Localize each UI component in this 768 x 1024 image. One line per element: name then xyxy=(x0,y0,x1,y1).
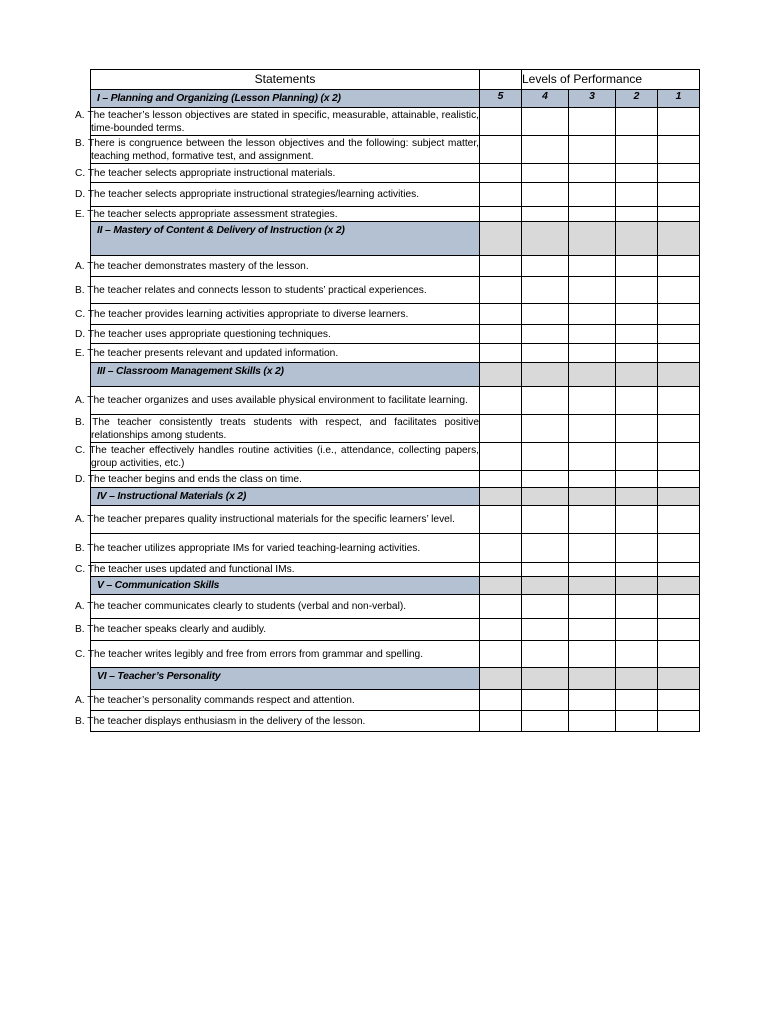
rating-cell-level-3[interactable] xyxy=(569,711,616,732)
rating-cell-level-3[interactable] xyxy=(569,641,616,668)
header-blank-cell xyxy=(480,70,522,90)
section-rating-cell xyxy=(658,222,700,256)
statement-text: A. The teacher communicates clearly to students (verbal and non-verbal). xyxy=(91,595,480,619)
rating-cell-level-3[interactable] xyxy=(569,563,616,577)
statement-row xyxy=(91,164,700,183)
rating-cell-level-3[interactable] xyxy=(569,619,616,641)
section-rating-cell xyxy=(569,668,616,690)
rating-cell-level-4[interactable] xyxy=(522,325,569,344)
rating-cell-level-2[interactable] xyxy=(616,136,658,164)
rating-cell-level-3[interactable] xyxy=(569,534,616,563)
section-rating-cell xyxy=(569,577,616,595)
rating-cell-level-5[interactable] xyxy=(480,711,522,732)
rating-cell-level-2[interactable] xyxy=(616,304,658,325)
statement-row xyxy=(91,471,700,488)
section-title: III – Classroom Management Skills (x 2) xyxy=(91,363,480,387)
section-row xyxy=(91,488,700,506)
section-rating-cell xyxy=(522,577,569,595)
section-title: V – Communication Skills xyxy=(91,577,480,595)
rating-cell-level-5[interactable] xyxy=(480,108,522,136)
performance-rating-table xyxy=(75,69,700,732)
rating-cell-level-1[interactable] xyxy=(658,534,700,563)
section-title: IV – Instructional Materials (x 2) xyxy=(91,488,480,506)
rating-cell-level-5[interactable] xyxy=(480,595,522,619)
rating-cell-level-2[interactable] xyxy=(616,207,658,222)
rating-cell-level-2[interactable] xyxy=(616,534,658,563)
rating-cell-level-5[interactable] xyxy=(480,164,522,183)
statement-row xyxy=(91,506,700,534)
rating-cell-level-4[interactable] xyxy=(522,641,569,668)
rating-cell-level-2[interactable] xyxy=(616,506,658,534)
rating-cell-level-2[interactable] xyxy=(616,256,658,277)
rating-cell-level-4[interactable] xyxy=(522,563,569,577)
rating-cell-level-1[interactable] xyxy=(658,711,700,732)
rating-cell-level-2[interactable] xyxy=(616,595,658,619)
section-rating-cell xyxy=(658,668,700,690)
section-rating-cell xyxy=(480,222,522,256)
rating-cell-level-5[interactable] xyxy=(480,387,522,415)
statement-text: C. The teacher uses updated and functional IMs. xyxy=(91,563,480,577)
statement-text: C. The teacher writes legibly and free from errors from grammar and spelling. xyxy=(91,641,480,668)
statement-row xyxy=(91,108,700,136)
rating-cell-level-4[interactable] xyxy=(522,344,569,363)
rating-cell-level-3[interactable] xyxy=(569,415,616,443)
section-rating-cell xyxy=(569,363,616,387)
section-rating-cell xyxy=(522,222,569,256)
statement-row xyxy=(91,207,700,222)
rating-cell-level-4[interactable] xyxy=(522,415,569,443)
section-rating-cell xyxy=(480,363,522,387)
rating-cell-level-4[interactable] xyxy=(522,108,569,136)
rating-cell-level-1[interactable] xyxy=(658,595,700,619)
section-rating-cell xyxy=(522,363,569,387)
rating-cell-level-4[interactable] xyxy=(522,506,569,534)
statement-row xyxy=(91,325,700,344)
rating-cell-level-1[interactable] xyxy=(658,506,700,534)
rating-cell-level-2[interactable] xyxy=(616,443,658,471)
rating-cell-level-2[interactable] xyxy=(616,641,658,668)
section-title: VI – Teacher’s Personality xyxy=(91,668,480,690)
rating-cell-level-4[interactable] xyxy=(522,595,569,619)
rating-cell-level-4[interactable] xyxy=(522,471,569,488)
rating-cell-level-2[interactable] xyxy=(616,415,658,443)
section-rating-cell xyxy=(616,668,658,690)
rating-cell-level-3[interactable] xyxy=(569,690,616,711)
rating-cell-level-1[interactable] xyxy=(658,108,700,136)
rating-cell-level-3[interactable] xyxy=(569,471,616,488)
rating-cell-level-4[interactable] xyxy=(522,277,569,304)
section-rating-cell xyxy=(658,488,700,506)
rating-cell-level-5[interactable] xyxy=(480,690,522,711)
section-rating-cell xyxy=(480,577,522,595)
rating-cell-level-5[interactable] xyxy=(480,563,522,577)
statement-row xyxy=(91,443,700,471)
rating-cell-level-4[interactable] xyxy=(522,164,569,183)
section-rating-cell xyxy=(480,488,522,506)
statement-text: B. There is congruence between the lesson objectives and the following: subject matter, teaching method, formative test, and assignment. xyxy=(75,137,479,162)
rating-cell-level-4[interactable] xyxy=(522,711,569,732)
statement-text: D. The teacher begins and ends the class on time. xyxy=(91,471,480,488)
statement-row xyxy=(91,595,700,619)
statement-text: C. The teacher selects appropriate instructional materials. xyxy=(91,164,480,183)
rating-cell-level-5[interactable] xyxy=(480,506,522,534)
rating-cell-level-5[interactable] xyxy=(480,256,522,277)
statement-row xyxy=(91,136,700,164)
level-label: 4 xyxy=(522,90,569,108)
rating-cell-level-5[interactable] xyxy=(480,325,522,344)
statement-row xyxy=(91,304,700,325)
rating-cell-level-5[interactable] xyxy=(480,277,522,304)
rating-cell-level-1[interactable] xyxy=(658,183,700,207)
rating-cell-level-4[interactable] xyxy=(522,443,569,471)
rating-cell-level-5[interactable] xyxy=(480,534,522,563)
statement-text: C. The teacher provides learning activities appropriate to diverse learners. xyxy=(91,304,480,325)
rating-cell-level-5[interactable] xyxy=(480,304,522,325)
rating-cell-level-1[interactable] xyxy=(658,207,700,222)
rating-cell-level-3[interactable] xyxy=(569,325,616,344)
section-row xyxy=(91,668,700,690)
rating-cell-level-5[interactable] xyxy=(480,415,522,443)
section-row xyxy=(91,363,700,387)
statement-text: E. The teacher presents relevant and updated information. xyxy=(91,344,480,363)
rating-cell-level-2[interactable] xyxy=(616,387,658,415)
level-label: 1 xyxy=(658,90,700,108)
rating-cell-level-3[interactable] xyxy=(569,443,616,471)
statement-text: B. The teacher utilizes appropriate IMs for varied teaching-learning activities. xyxy=(91,534,480,563)
rating-cell-level-1[interactable] xyxy=(658,443,700,471)
rating-cell-level-3[interactable] xyxy=(569,136,616,164)
rating-cell-level-3[interactable] xyxy=(569,164,616,183)
rating-cell-level-4[interactable] xyxy=(522,207,569,222)
section-title: I – Planning and Organizing (Lesson Planning) (x 2) xyxy=(91,90,480,108)
rating-cell-level-5[interactable] xyxy=(480,619,522,641)
section-rating-cell xyxy=(658,577,700,595)
rating-cell-level-3[interactable] xyxy=(569,183,616,207)
rating-cell-level-5[interactable] xyxy=(480,344,522,363)
rating-cell-level-2[interactable] xyxy=(616,183,658,207)
rating-cell-level-5[interactable] xyxy=(480,443,522,471)
rating-cell-level-1[interactable] xyxy=(658,387,700,415)
rating-cell-level-4[interactable] xyxy=(522,183,569,207)
section-row xyxy=(91,577,700,595)
rating-cell-level-2[interactable] xyxy=(616,563,658,577)
rating-cell-level-2[interactable] xyxy=(616,277,658,304)
rating-cell-level-1[interactable] xyxy=(658,415,700,443)
rating-cell-level-3[interactable] xyxy=(569,207,616,222)
statement-text: A. The teacher prepares quality instructional materials for the specific learners’ level. xyxy=(91,506,480,534)
statement-text: B. The teacher displays enthusiasm in the delivery of the lesson. xyxy=(91,711,480,732)
rating-cell-level-3[interactable] xyxy=(569,595,616,619)
statement-text: A. The teacher’s personality commands respect and attention. xyxy=(91,690,480,711)
rating-cell-level-5[interactable] xyxy=(480,136,522,164)
rating-cell-level-3[interactable] xyxy=(569,277,616,304)
rating-cell-level-3[interactable] xyxy=(569,506,616,534)
statement-row xyxy=(91,256,700,277)
level-label: 3 xyxy=(569,90,616,108)
rating-cell-level-1[interactable] xyxy=(658,256,700,277)
rating-cell-level-5[interactable] xyxy=(480,207,522,222)
rating-cell-level-1[interactable] xyxy=(658,164,700,183)
level-label: 5 xyxy=(480,90,522,108)
rating-cell-level-4[interactable] xyxy=(522,304,569,325)
rating-cell-level-5[interactable] xyxy=(480,183,522,207)
rating-cell-level-1[interactable] xyxy=(658,277,700,304)
section-rating-cell xyxy=(616,488,658,506)
rating-cell-level-3[interactable] xyxy=(569,304,616,325)
section-rating-cell xyxy=(658,363,700,387)
section-title: II – Mastery of Content & Delivery of Instruction (x 2) xyxy=(91,222,480,256)
level-label: 2 xyxy=(616,90,658,108)
rating-cell-level-2[interactable] xyxy=(616,471,658,488)
rating-cell-level-4[interactable] xyxy=(522,136,569,164)
statement-row xyxy=(91,711,700,732)
rating-cell-level-3[interactable] xyxy=(569,344,616,363)
statement-row xyxy=(91,344,700,363)
section-rating-cell xyxy=(616,363,658,387)
rubric-body xyxy=(75,90,700,732)
statement-text: A. The teacher organizes and uses available physical environment to facilitate learning. xyxy=(91,387,480,415)
statement-text: A. The teacher demonstrates mastery of the lesson. xyxy=(91,256,480,277)
rating-cell-level-1[interactable] xyxy=(658,136,700,164)
rating-cell-level-3[interactable] xyxy=(569,108,616,136)
statement-row xyxy=(91,183,700,207)
statements-header: Statements xyxy=(91,70,480,90)
statement-row xyxy=(91,387,700,415)
section-rating-cell xyxy=(569,488,616,506)
rating-cell-level-4[interactable] xyxy=(522,619,569,641)
rating-cell-level-2[interactable] xyxy=(616,619,658,641)
statement-text: B. The teacher consistently treats students with respect, and facilitates positive relationships among students. xyxy=(75,416,479,441)
rating-cell-level-2[interactable] xyxy=(616,711,658,732)
rating-cell-level-2[interactable] xyxy=(616,108,658,136)
section-rating-cell xyxy=(616,222,658,256)
rating-cell-level-1[interactable] xyxy=(658,325,700,344)
rating-cell-level-2[interactable] xyxy=(616,164,658,183)
section-row xyxy=(91,222,700,256)
rating-cell-level-3[interactable] xyxy=(569,256,616,277)
statement-text: C. The teacher effectively handles routine activities (i.e., attendance, collecting papers, group activities, etc.) xyxy=(75,444,479,469)
rating-cell-level-2[interactable] xyxy=(616,325,658,344)
statement-text: B. The teacher relates and connects lesson to students’ practical experiences. xyxy=(91,277,480,304)
section-rating-cell xyxy=(522,668,569,690)
rating-cell-level-4[interactable] xyxy=(522,534,569,563)
rating-cell-level-1[interactable] xyxy=(658,641,700,668)
section-row xyxy=(91,90,700,108)
rating-cell-level-1[interactable] xyxy=(658,304,700,325)
evaluation-form xyxy=(75,69,700,732)
rating-cell-level-1[interactable] xyxy=(658,690,700,711)
rating-cell-level-5[interactable] xyxy=(480,471,522,488)
levels-of-performance-header: Levels of Performance xyxy=(522,70,700,90)
section-rating-cell xyxy=(616,577,658,595)
statement-row xyxy=(91,619,700,641)
statement-text: D. The teacher uses appropriate questioning techniques. xyxy=(91,325,480,344)
rating-cell-level-5[interactable] xyxy=(480,641,522,668)
statement-row xyxy=(91,277,700,304)
statement-row xyxy=(91,690,700,711)
rating-cell-level-4[interactable] xyxy=(522,690,569,711)
rating-cell-level-1[interactable] xyxy=(658,563,700,577)
rating-cell-level-2[interactable] xyxy=(616,344,658,363)
statement-row xyxy=(91,415,700,443)
statement-row xyxy=(91,641,700,668)
rating-cell-level-1[interactable] xyxy=(658,344,700,363)
statement-text: E. The teacher selects appropriate assessment strategies. xyxy=(91,207,480,222)
rating-cell-level-1[interactable] xyxy=(658,619,700,641)
statement-text: B. The teacher speaks clearly and audibly. xyxy=(91,619,480,641)
section-rating-cell xyxy=(480,668,522,690)
rating-cell-level-1[interactable] xyxy=(658,471,700,488)
rating-cell-level-4[interactable] xyxy=(522,256,569,277)
statement-row xyxy=(91,563,700,577)
rating-cell-level-2[interactable] xyxy=(616,690,658,711)
statement-text: A. The teacher’s lesson objectives are stated in specific, measurable, attainable, realistic, time-bounded terms. xyxy=(75,109,479,134)
statement-text: D. The teacher selects appropriate instructional strategies/learning activities. xyxy=(91,183,480,207)
rating-cell-level-4[interactable] xyxy=(522,387,569,415)
statement-row xyxy=(91,534,700,563)
rating-cell-level-3[interactable] xyxy=(569,387,616,415)
section-rating-cell xyxy=(522,488,569,506)
section-rating-cell xyxy=(569,222,616,256)
